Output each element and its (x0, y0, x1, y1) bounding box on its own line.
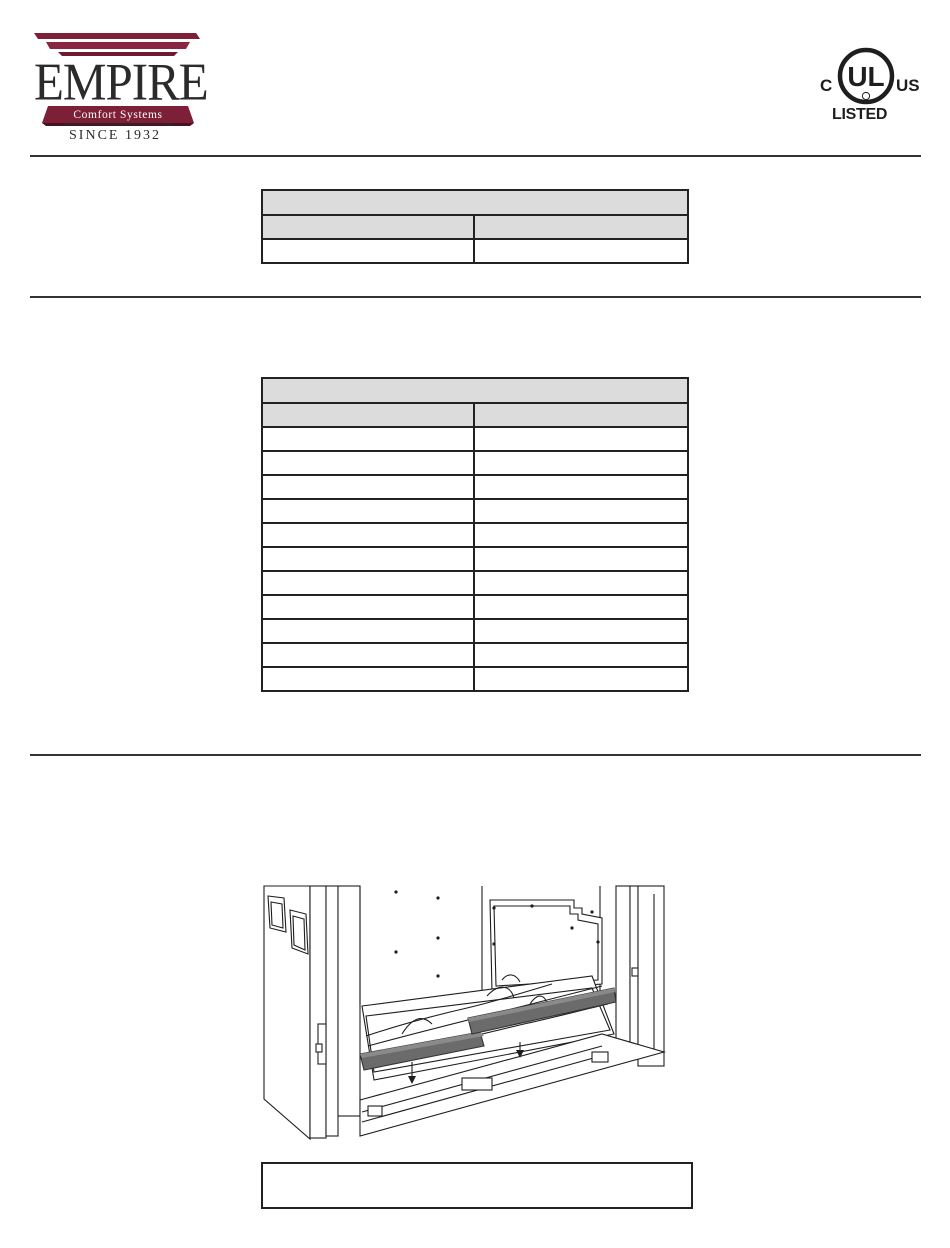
logo-tagline: Comfort Systems (73, 109, 163, 121)
spec-table-1 (261, 189, 689, 264)
table-cell (263, 596, 475, 618)
table-1-col-header-1 (263, 216, 475, 238)
table-2-title (263, 379, 687, 404)
table-cell (263, 644, 475, 666)
table-cell (475, 240, 687, 262)
table-cell (263, 548, 475, 570)
empire-logo (34, 30, 208, 150)
table-cell (475, 668, 687, 690)
table-cell (263, 452, 475, 474)
table-cell (475, 572, 687, 594)
table-cell (475, 428, 687, 450)
table-row (263, 240, 687, 262)
table-row (263, 572, 687, 596)
table-cell (263, 668, 475, 690)
table-cell (475, 452, 687, 474)
svg-text:UL: UL (847, 61, 885, 92)
table-2-col-header-2 (475, 404, 687, 426)
table-row (263, 548, 687, 572)
ul-listed-mark (818, 46, 922, 130)
ul-us-label: US (896, 76, 920, 95)
table-2-header-row (263, 404, 687, 428)
table-cell (475, 476, 687, 498)
table-2-col-header-1 (263, 404, 475, 426)
table-1-header-row (263, 216, 687, 240)
table-cell (263, 240, 475, 262)
table-cell (263, 572, 475, 594)
table-row (263, 500, 687, 524)
logo-brand-text: EMPIRE (34, 51, 208, 112)
header-divider (30, 155, 921, 157)
table-cell (263, 500, 475, 522)
table-1-col-header-2 (475, 216, 687, 238)
table-cell (263, 524, 475, 546)
table-cell (263, 620, 475, 642)
table-cell (475, 596, 687, 618)
table-row (263, 596, 687, 620)
table-1-title (263, 191, 687, 216)
table-cell (475, 620, 687, 642)
table-row (263, 452, 687, 476)
table-row (263, 620, 687, 644)
table-row (263, 668, 687, 690)
table-row (263, 476, 687, 500)
section-divider-2 (30, 754, 921, 756)
table-cell (263, 476, 475, 498)
table-cell (475, 524, 687, 546)
logo-since: SINCE 1932 (69, 128, 161, 143)
section-divider-1 (30, 296, 921, 298)
table-cell (475, 548, 687, 570)
table-row (263, 644, 687, 668)
table-cell (263, 428, 475, 450)
table-cell (475, 644, 687, 666)
ul-listed-label: LISTED (832, 106, 888, 123)
fireplace-firebox-log-placement-illustration (262, 884, 670, 1146)
figure-caption-box (261, 1162, 693, 1209)
table-cell (475, 500, 687, 522)
spec-table-2 (261, 377, 689, 692)
table-row (263, 524, 687, 548)
table-row (263, 428, 687, 452)
ul-c-label: C (820, 76, 833, 95)
